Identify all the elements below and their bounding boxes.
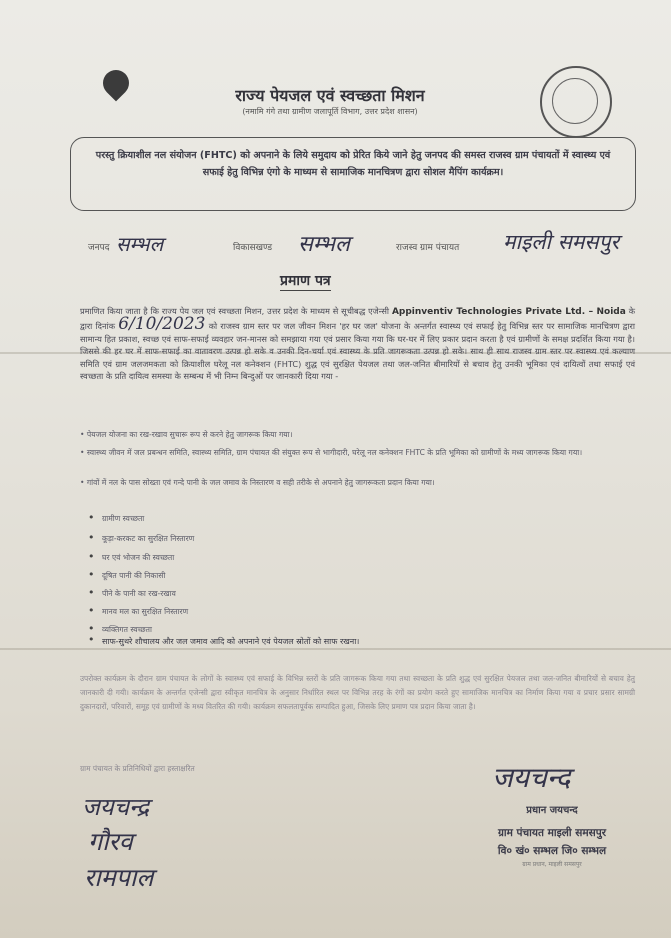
agency-name: Appinventiv Technologies Private Ltd. – Noida — [391, 307, 626, 317]
agency-tail: के द्वारा दिनांक — [80, 306, 635, 332]
stamp-line-4: ग्राम प्रधान, माइली समसपुर — [522, 861, 582, 868]
pradhan-signature: जयचन्द — [492, 761, 571, 794]
bullet-item: • घर एवं भोजन की स्वच्छता — [102, 553, 174, 563]
water-drop-icon — [98, 65, 135, 102]
bullet-item: • पीने के पानी का रख-रखाव — [102, 589, 176, 599]
seal-inner-ring — [552, 78, 598, 124]
district-label: जनपद — [88, 243, 110, 253]
handwritten-signature-1: जयचन्द्र — [82, 793, 150, 821]
point-item: • पेयजल योजना का रख-रखाव सुचारू रूप से करने हेतु जागरूक किया गया। — [80, 430, 293, 439]
footnote: ग्राम पंचायत के प्रतिनिधियों द्वारा हस्ताक्षरित — [80, 764, 195, 773]
body-text: को राजस्व ग्राम स्तर पर जल जीवन मिशन 'हर घर जल' योजना के अन्तर्गत स्वास्थ्य एवं सफाई हेतु विभिन्न स्तर पर सामाजिक मानचित्रण द्वारा सामान्य हित प्रकाश, स्वच्छ एवं साफ-सफाई व्यवहार जन-मानस को समझाया गया एवं प्रसार किया गया कि घर-घर में लिए प्रकार प्रदान करता है एवं ग्रामीणों के समक्ष प्रदर्शित किया गया है। जिससे की हर घर में साफ-सफाई का वातावरण उत्पन्न हो सके व उनकी दिन-चर्या एवं स्वास्थ्य के प्रति जागरूकता उत्पन्न हो सके। साथ ही साथ राजस्व ग्राम स्तर पर स्वास्थ्य एवं कल्याण समिति एवं ग्राम जलजमकता को क्रियाशील घरेलू नल कनेक्शन (FHTC) शुद्ध एवं सुरक्षित पेयजल तथा जल-जनित बीमारियों से बचाव हेतु उनकी भूमिका एवं दायित्वों तथा सफाई एवं स्वच्छता के प्रति दायित्व समस्या के सम्बन्ध में भी निम्न बिन्दुओं पर जानकारी दिया गया - — [80, 321, 635, 382]
point-item: • स्वास्थ्य जीवन में जल प्रबन्धन समिति, स्वास्थ्य समिति, ग्राम पंचायत की संयुक्त रूप से भागीदारी, घरेलू नल कनेक्शन FHTC के प्रति भूमिका को ग्रामीणों के मध्य जागरूक किया गया। — [80, 448, 583, 457]
bullet-item: • ग्रामीण स्वच्छता — [102, 514, 144, 524]
fold-line — [0, 648, 671, 650]
location-line — [88, 232, 658, 258]
village-value: माइली समसपुर — [503, 230, 620, 254]
program-banner — [70, 137, 636, 211]
handwritten-date: 6/10/2023 — [118, 314, 206, 335]
water-drop-logo — [92, 70, 140, 128]
stamp-line-2: ग्राम पंचायत माइली समसपुर — [497, 827, 607, 839]
certificate-body — [80, 305, 635, 382]
certificate-heading: प्रमाण पत्र — [280, 273, 331, 289]
government-seal — [540, 66, 612, 138]
closing-paragraph: उपरोक्त कार्यक्रम के दौरान ग्राम पंचायत के लोगों के स्वास्थ्य एवं सफाई के विभिन्न स्तरों के प्रति जागरूक किया गया तथा स्वच्छता के प्रति शुद्ध एवं सुरक्षित पेयजल तथा जल-जनित बीमारियों से बचाव हेतु जानकारी दी गयी। कार्यक्रम के अन्तर्गत एजेन्सी द्वारा स्वीकृत मानचित्र के अनुसार निर्धारित स्थल पर विभिन्न तरह के रंगों का प्रयोग करते हुए सामाजिक मानचित्र का निर्माण किया गया व प्रचार प्रसार सामग्री दुकानदारों, परिवारों, समूह एवं ग्रामीणों के मध्य वितरित की गयी। कार्यक्रम सफलतापूर्वक सम्पादित हुआ, जिसके लिए प्रमाण पत्र प्रदान किया जाता है। — [80, 674, 635, 712]
village-label: राजस्व ग्राम पंचायत — [396, 243, 460, 253]
bullet-item: • मानव मल का सुरक्षित निस्तारण — [102, 607, 188, 617]
bullet-item: • व्यक्तिगत स्वच्छता — [102, 625, 152, 635]
pradhan-stamp — [452, 802, 652, 868]
handwritten-signature-3: रामपाल — [84, 863, 154, 892]
stamp-line-1: प्रधान जयचन्द — [526, 805, 578, 816]
bullet-item: • कूड़ा-करकट का सुरक्षित निस्तारण — [102, 534, 194, 544]
block-value: सम्भल — [298, 232, 350, 257]
page-title: राज्य पेयजल एवं स्वच्छता मिशन — [235, 86, 425, 105]
handwritten-signature-2: गौरव — [88, 827, 133, 856]
bullet-item: • साफ-सुथरे शौचालय और जल जमाव आदि को अपनाने एवं पेयजल स्रोतों को साफ रखना। — [102, 636, 359, 647]
page-subtitle: (नमामि गंगे तथा ग्रामीण जलापूर्ति विभाग, उत्तर प्रदेश शासन) — [242, 107, 418, 116]
block-label: विकासखण्ड — [233, 243, 273, 253]
banner-text: परस्तु क्रियाशील नल संयोजन (FHTC) को अपनाने के लिये समुदाय को प्रेरित किये जाने हेतु जनपद की समस्त राजस्व ग्राम पंचायतों में स्वास्थ्य एवं सफाई हेतु विभिन्न एंगो के माध्यम से सामाजिक मानचित्रण द्वारा सोशल मैपिंग कार्यक्रम। — [95, 150, 611, 178]
bullet-item: • दूषित पानी की निकासी — [102, 571, 165, 581]
body-intro: प्रमाणित किया जाता है कि राज्य पेय जल एवं स्वच्छता मिशन, उत्तर प्रदेश के माध्यम से सूचीबद्ध एजेन्सी — [80, 306, 390, 316]
stamp-line-3: वि० खं० सम्भल जि० सम्भल — [497, 845, 607, 857]
district-value: सम्भल — [116, 232, 164, 256]
point-item: • गांवों में नल के पास सोख्ता एवं गन्दे पानी के जल जमाव के निस्तारण व सही तरीके से अपनाने हेतु जागरूकता प्रदान किया गया। — [80, 478, 435, 487]
